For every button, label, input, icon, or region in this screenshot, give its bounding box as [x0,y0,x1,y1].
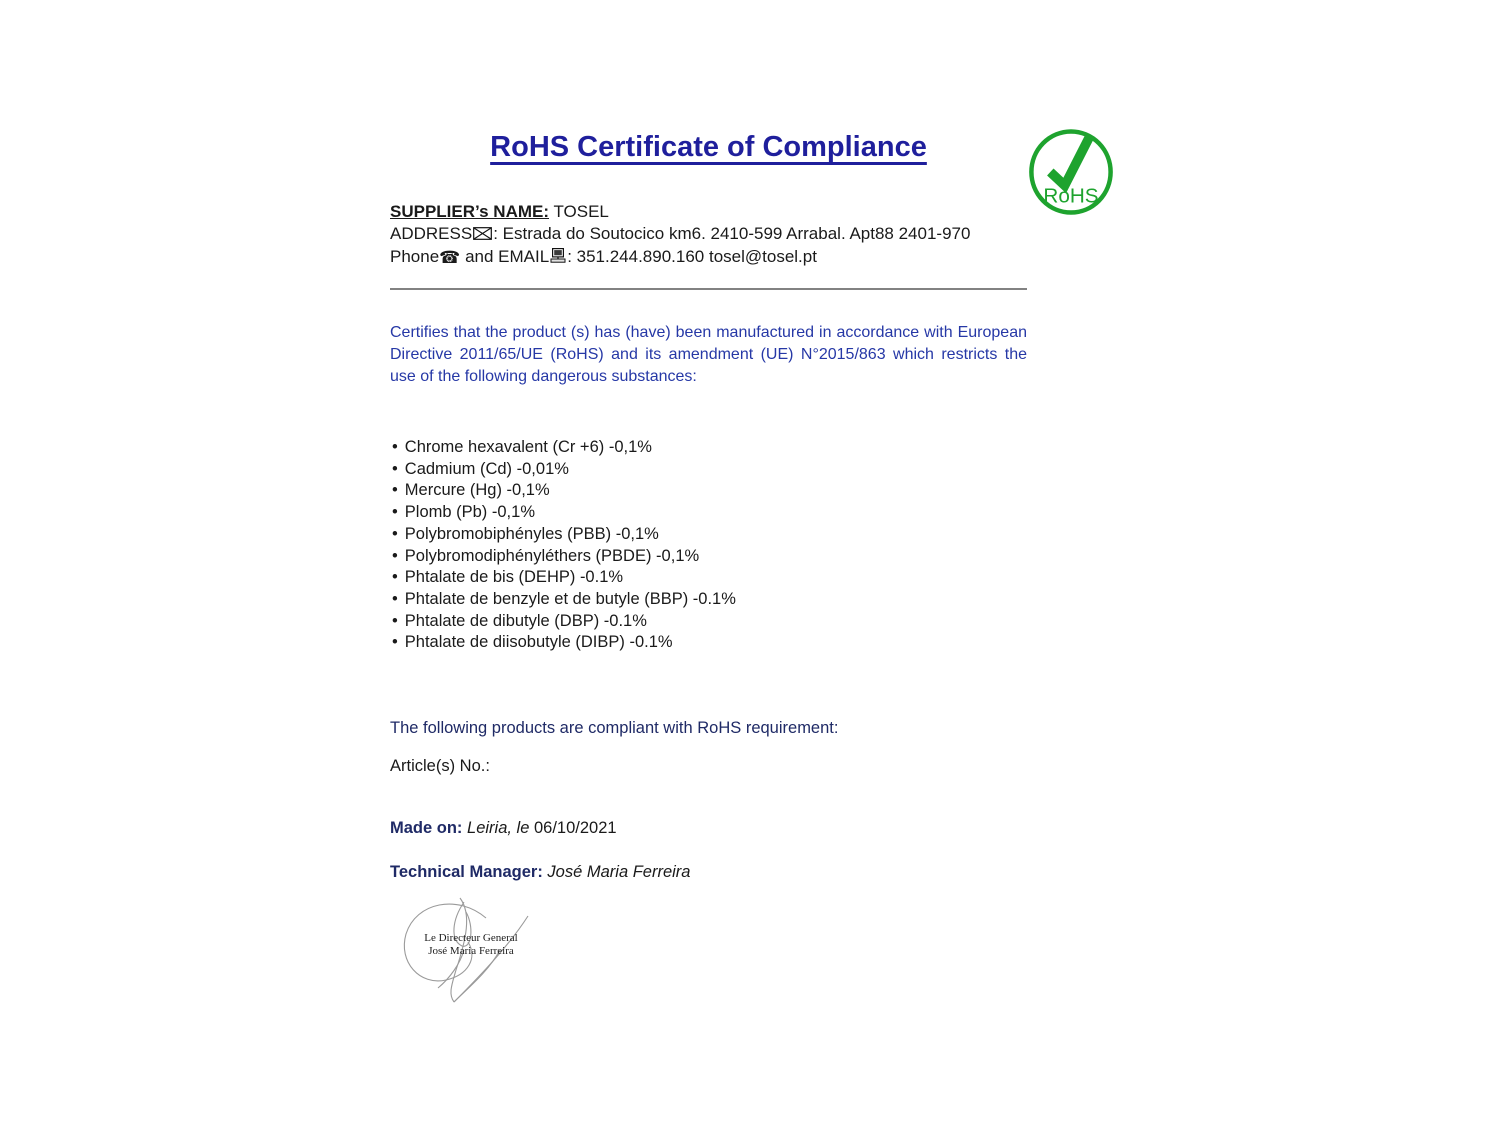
supplier-name-line [390,201,1027,223]
address-label: ADDRESS [390,224,473,243]
signature-name: José Maria Ferreira [428,945,514,957]
logo-label: RoHS [1043,184,1099,208]
supplier-address-line [390,223,1027,246]
supplier-name-label: SUPPLIER’s NAME: [390,202,550,221]
made-on-line [390,819,617,838]
compliant-products-line: The following products are compliant with RoHS requirement: [390,719,839,737]
section-divider [390,288,1027,290]
technical-manager-name: José Maria Ferreira [547,863,691,881]
substance-item: • Polybromobiphényles (PBB) -0,1% [392,524,736,546]
rohs-logo [1026,126,1116,218]
supplier-contact-line [390,246,1027,269]
page-title-text: RoHS Certificate of Compliance [490,131,927,163]
substance-item: • Phtalate de diisobutyle (DIBP) -0.1% [392,632,736,654]
articles-label: Article(s) No.: [390,757,490,775]
supplier-name-value: TOSEL [553,202,609,221]
made-on-place: Leiria, le [467,819,530,837]
technical-manager-label: Technical Manager: [390,863,543,881]
technical-manager-line [390,863,690,882]
telephone-icon: ☎ [439,248,461,268]
signature-stamp-text [415,932,527,958]
substance-item: • Plomb (Pb) -0,1% [392,502,736,524]
document-content [390,0,1027,1125]
phone-label: Phone [390,247,440,266]
substance-item: • Phtalate de benzyle et de butyle (BBP) -0.1% [392,589,736,611]
substance-item: • Phtalate de dibutyle (DBP) -0.1% [392,611,736,633]
substance-item: • Phtalate de bis (DEHP) -0.1% [392,567,736,589]
contact-value: : 351.244.890.160 tosel@tosel.pt [567,247,817,266]
compliance-statement: Certifies that the product (s) has (have) been manufactured in accordance with European Directive 2011/65/UE (RoHS) and its amendment (UE) N°2015/863 which restricts the use of the following dangerous substances: [390,324,1027,385]
made-on-date: 06/10/2021 [533,819,617,837]
made-on-label: Made on: [390,819,463,837]
computer-icon [550,247,566,269]
email-label: and EMAIL [460,247,550,266]
envelope-icon [473,224,492,246]
substance-item: • Mercure (Hg) -0,1% [392,480,736,502]
page-title [390,131,1027,164]
address-value: : Estrada do Soutocico km6. 2410-599 Arrabal. Apt88 2401-970 [493,224,971,243]
substances-list [392,437,736,654]
substance-item: • Chrome hexavalent (Cr +6) -0,1% [392,437,736,459]
supplier-block [390,201,1027,269]
signature [398,892,546,1007]
substance-item: • Polybromodiphényléthers (PBDE) -0,1% [392,546,736,568]
checkmark-icon [1050,138,1089,186]
signature-title: Le Directeur General [424,932,518,944]
substance-item: • Cadmium (Cd) -0,01% [392,459,736,481]
